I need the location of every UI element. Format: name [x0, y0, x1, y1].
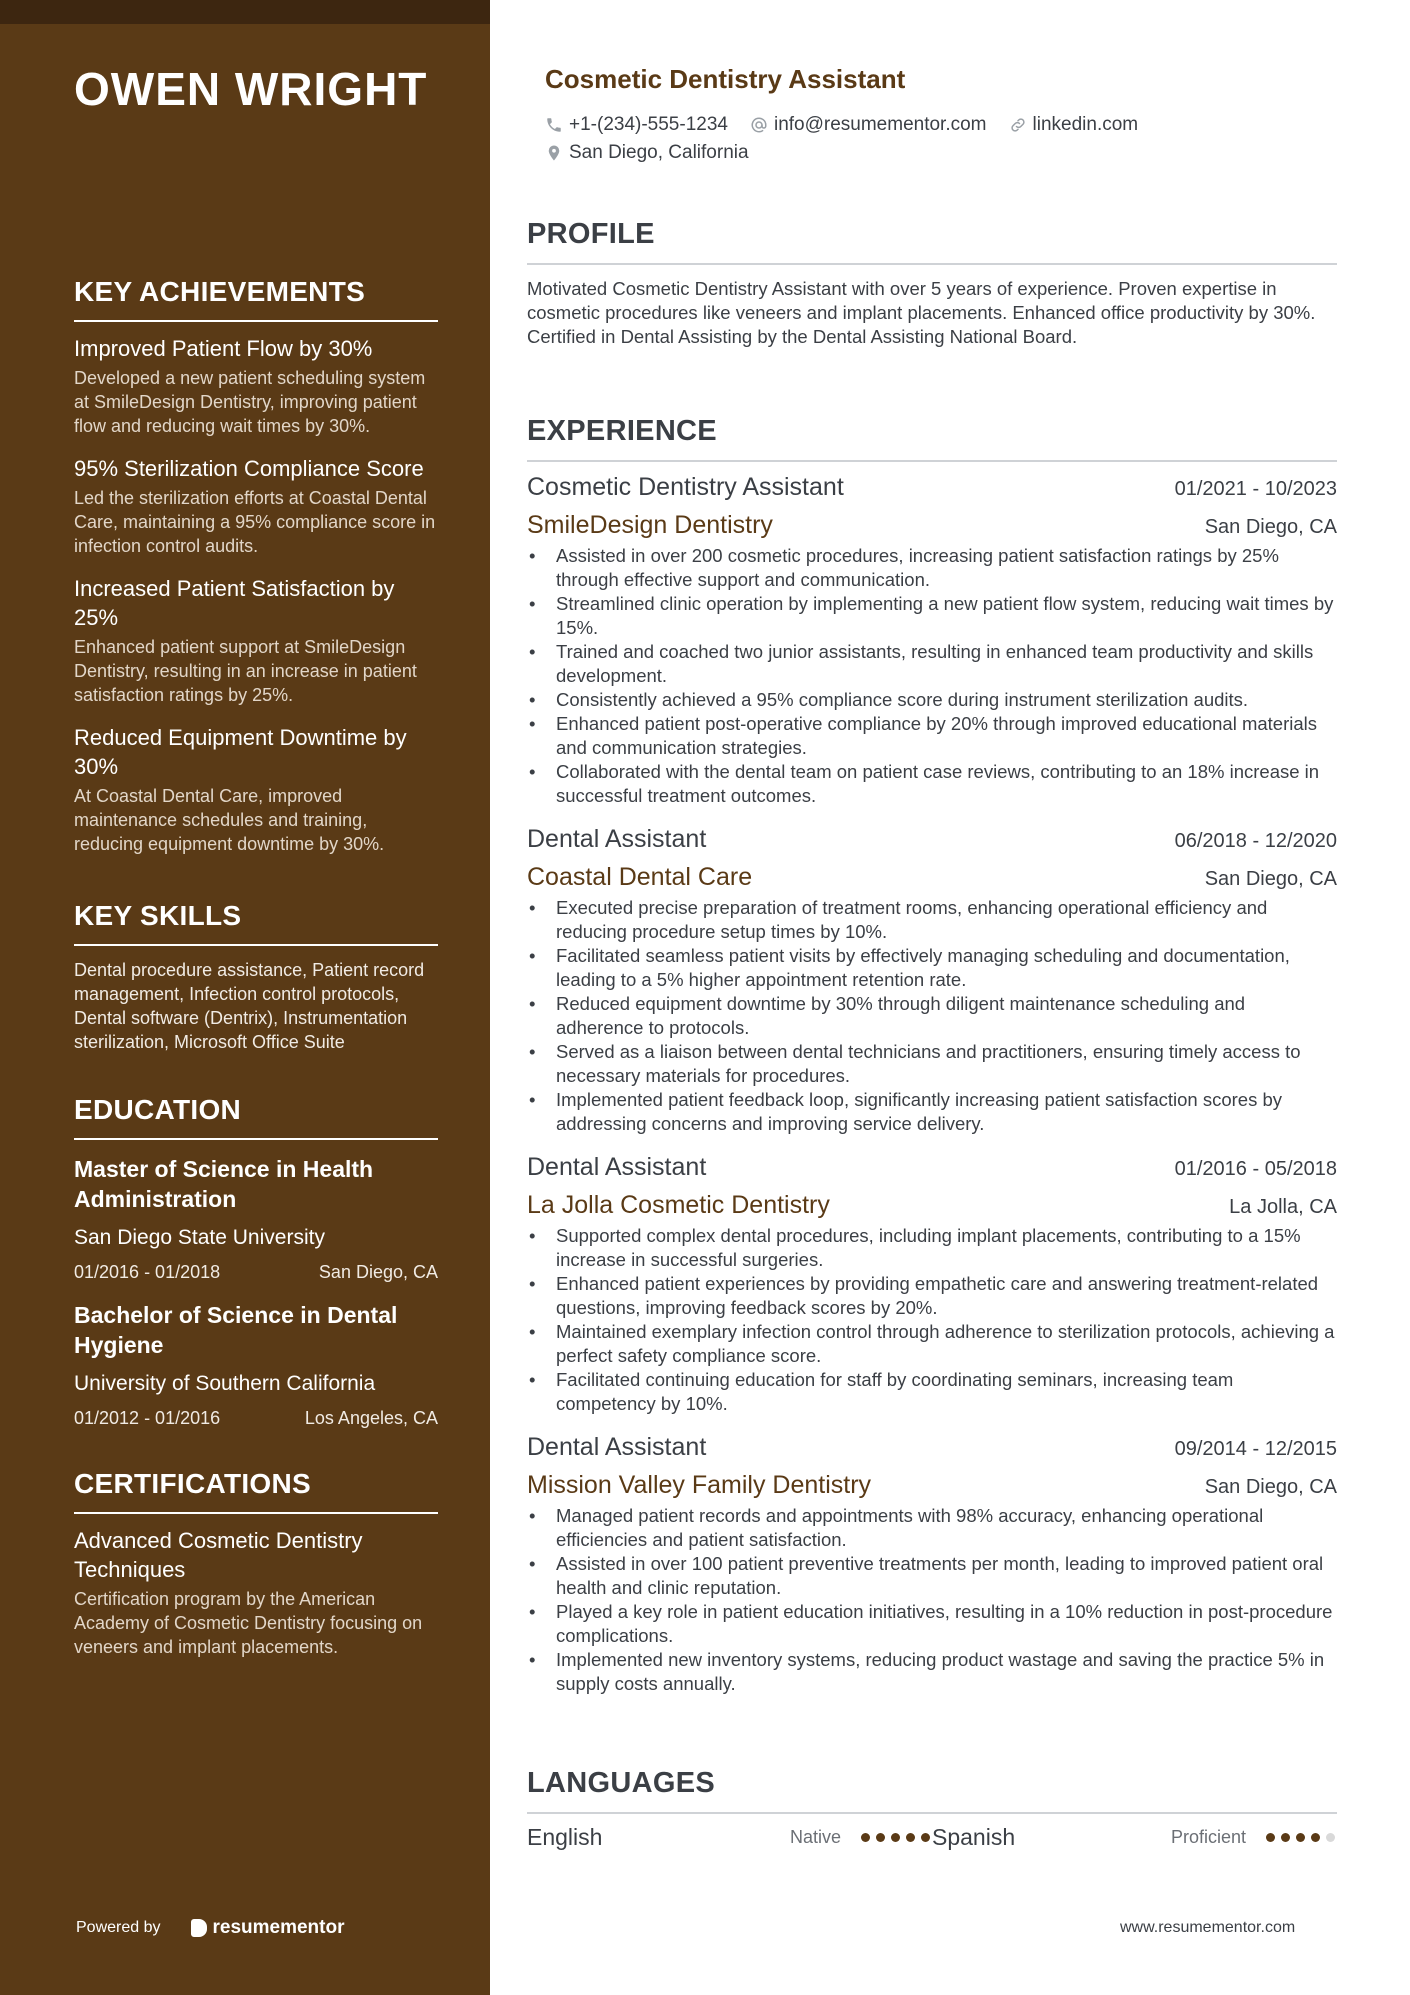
education-item — [74, 1300, 438, 1430]
candidate-name: OWEN WRIGHT — [74, 63, 428, 115]
achievement-item — [74, 723, 438, 856]
job-bullets — [527, 544, 1337, 808]
bullet-item: • Implemented new inventory systems, reducing product wastage and saving the practice 5% in supply costs annually. — [527, 1648, 1337, 1696]
education-location: Los Angeles, CA — [304, 1408, 438, 1428]
language-name: Spanish — [932, 1824, 1016, 1850]
language-item — [527, 1824, 932, 1851]
job-entry — [527, 822, 1337, 1136]
job-headline: Cosmetic Dentistry Assistant — [545, 64, 906, 94]
experience-heading: EXPERIENCE — [527, 415, 1337, 462]
profile-text: Motivated Cosmetic Dentistry Assistant with over 5 years of experience. Proven expertise in cosmetic procedures like veneers and implant placements. Enhanced office productivity by 30%. Certified in Dental Assisting by the Dental Assisting National Board. — [527, 278, 1316, 347]
education-school: University of Southern California — [74, 1372, 376, 1395]
language-rating — [1266, 1833, 1335, 1842]
bullet-item: • Trained and coached two junior assistants, resulting in enhanced team productivity and skills development. — [527, 640, 1337, 688]
sidebar — [0, 0, 490, 1995]
rating-dot-filled — [906, 1833, 915, 1842]
bullet-item: • Facilitated seamless patient visits by effectively managing scheduling and documentation, leading to a 5% higher appointment retention rate. — [527, 944, 1337, 992]
job-dates: 09/2014 - 12/2015 — [1174, 1438, 1337, 1460]
link-icon — [1009, 116, 1027, 134]
phone-text: +1-(234)-555-1234 — [569, 114, 728, 135]
job-location: San Diego, CA — [1204, 868, 1337, 890]
brand-logo[interactable] — [191, 1917, 345, 1939]
education-location: San Diego, CA — [318, 1262, 438, 1282]
job-company: Mission Valley Family Dentistry — [527, 1471, 872, 1499]
bullet-item: • Enhanced patient post-operative compliance by 20% through improved educational materials and communication strategies. — [527, 712, 1337, 760]
rating-dot-filled — [1311, 1833, 1320, 1842]
bullet-item: • Assisted in over 200 cosmetic procedures, increasing patient satisfaction ratings by 25% through effective support and communication. — [527, 544, 1337, 592]
rating-dot-filled — [1296, 1833, 1305, 1842]
education-item — [74, 1154, 438, 1284]
languages-section — [527, 1767, 1337, 1851]
bullet-item: • Consistently achieved a 95% compliance score during instrument sterilization audits. — [527, 688, 1337, 712]
bullet-item: • Streamlined clinic operation by implementing a new patient flow system, reducing wait times by 15%. — [527, 592, 1337, 640]
language-item — [932, 1824, 1337, 1851]
job-location: San Diego, CA — [1204, 1476, 1337, 1498]
job-dates: 06/2018 - 12/2020 — [1174, 830, 1337, 852]
education-section — [74, 1094, 438, 1430]
job-entry — [527, 1150, 1337, 1416]
achievement-title: Improved Patient Flow by 30% — [74, 336, 373, 361]
achievements-heading: KEY ACHIEVEMENTS — [74, 276, 438, 322]
email-text: info@resumementor.com — [773, 114, 987, 135]
skills-heading: KEY SKILLS — [74, 900, 438, 946]
rating-dot-empty — [1326, 1833, 1335, 1842]
bullet-item: • Served as a liaison between dental technicians and practitioners, ensuring timely access to necessary materials for procedures. — [527, 1040, 1337, 1088]
job-location: San Diego, CA — [1204, 516, 1337, 538]
contact-info — [545, 112, 1315, 168]
skills-list: Dental procedure assistance, Patient record management, Infection control protocols, Dental software (Dentrix), Instrumentation sterilization, Microsoft Office Suite — [74, 960, 425, 1052]
language-level: Native — [789, 1827, 841, 1847]
job-location: La Jolla, CA — [1229, 1196, 1337, 1218]
bullet-item: • Played a key role in patient education initiatives, resulting in a 10% reduction in post-procedure complications. — [527, 1600, 1337, 1648]
achievement-desc: Developed a new patient scheduling system at SmileDesign Dentistry, improving patient flow and reducing wait times by 30%. — [74, 368, 426, 436]
education-school: San Diego State University — [74, 1226, 325, 1249]
achievement-item — [74, 454, 438, 558]
language-level: Proficient — [1170, 1827, 1246, 1847]
certification-desc: Certification program by the American Academy of Cosmetic Dentistry focusing on veneers and implant placements. — [74, 1589, 423, 1657]
education-degree: Master of Science in Health Administration — [74, 1156, 374, 1212]
phone-icon — [545, 116, 563, 134]
job-dates: 01/2016 - 05/2018 — [1174, 1158, 1337, 1180]
bullet-item: • Supported complex dental procedures, including implant placements, contributing to a 15% increase in successful surgeries. — [527, 1224, 1337, 1272]
location-pin-icon — [545, 144, 563, 162]
rating-dot-filled — [861, 1833, 870, 1842]
language-name: English — [527, 1824, 603, 1850]
job-company: SmileDesign Dentistry — [527, 511, 773, 539]
achievement-desc: Led the sterilization efforts at Coastal Dental Care, maintaining a 95% compliance score in infection control audits. — [74, 488, 436, 556]
bullet-item: • Enhanced patient experiences by providing empathetic care and answering treatment-related questions, improving feedback scores by 20%. — [527, 1272, 1337, 1320]
job-bullets — [527, 1224, 1337, 1416]
achievement-item — [74, 574, 438, 707]
rating-dot-filled — [1266, 1833, 1275, 1842]
certifications-heading: CERTIFICATIONS — [74, 1468, 438, 1514]
experience-section — [527, 415, 1337, 1696]
bullet-item: • Executed precise preparation of treatment rooms, enhancing operational efficiency and reducing procedure setup times by 10%. — [527, 896, 1337, 944]
achievement-desc: Enhanced patient support at SmileDesign Dentistry, resulting in an increase in patient satisfaction ratings by 25%. — [74, 637, 417, 705]
job-title: Cosmetic Dentistry Assistant — [527, 473, 844, 501]
job-title: Dental Assistant — [527, 1433, 707, 1461]
job-title: Dental Assistant — [527, 825, 707, 853]
profile-section — [527, 218, 1337, 349]
powered-by-label: Powered by — [76, 1919, 161, 1936]
footer-url[interactable]: www.resumementor.com — [1120, 1919, 1296, 1936]
education-dates: 01/2016 - 01/2018 — [74, 1262, 221, 1282]
certification-title: Advanced Cosmetic Dentistry Techniques — [74, 1528, 363, 1582]
bullet-item: • Collaborated with the dental team on patient case reviews, contributing to an 18% increase in successful treatment outcomes. — [527, 760, 1337, 808]
achievement-title: Increased Patient Satisfaction by 25% — [74, 576, 395, 630]
contact-phone[interactable] — [545, 112, 728, 138]
contact-email[interactable] — [750, 112, 987, 138]
rating-dot-filled — [876, 1833, 885, 1842]
brand-name: resumementor — [212, 1917, 345, 1938]
location-text: San Diego, California — [569, 142, 749, 163]
certifications-section — [74, 1468, 438, 1659]
profile-heading: PROFILE — [527, 218, 1337, 265]
bullet-item: • Assisted in over 100 patient preventive treatments per month, leading to improved patient oral health and clinic reputation. — [527, 1552, 1337, 1600]
education-degree: Bachelor of Science in Dental Hygiene — [74, 1302, 398, 1358]
sidebar-top-bar — [0, 0, 490, 24]
rating-dot-filled — [1281, 1833, 1290, 1842]
job-title: Dental Assistant — [527, 1153, 707, 1181]
bullet-item: • Implemented patient feedback loop, significantly increasing patient satisfaction scores by addressing concerns and improving service delivery. — [527, 1088, 1337, 1136]
language-rating — [861, 1833, 930, 1842]
achievement-item — [74, 334, 438, 438]
achievement-title: Reduced Equipment Downtime by 30% — [74, 725, 407, 779]
linkedin-text: linkedin.com — [1032, 114, 1139, 135]
job-bullets — [527, 1504, 1337, 1696]
bullet-item: • Facilitated continuing education for staff by coordinating seminars, increasing team competency by 10%. — [527, 1368, 1337, 1416]
achievement-desc: At Coastal Dental Care, improved maintenance schedules and training, reducing equipment downtime by 30%. — [74, 786, 385, 854]
job-bullets — [527, 896, 1337, 1136]
achievements-section — [74, 276, 438, 856]
bullet-item: • Managed patient records and appointments with 98% accuracy, enhancing operational efficiencies and patient satisfaction. — [527, 1504, 1337, 1552]
education-heading: EDUCATION — [74, 1094, 438, 1140]
powered-by — [76, 1917, 345, 1939]
job-dates: 01/2021 - 10/2023 — [1174, 478, 1337, 500]
achievement-title: 95% Sterilization Compliance Score — [74, 456, 424, 481]
at-icon — [750, 116, 768, 134]
job-entry — [527, 1430, 1337, 1696]
rating-dot-filled — [891, 1833, 900, 1842]
bullet-item: • Maintained exemplary infection control through adherence to sterilization protocols, achieving a perfect safety compliance score. — [527, 1320, 1337, 1368]
job-company: La Jolla Cosmetic Dentistry — [527, 1191, 830, 1219]
brand-logo-icon — [191, 1919, 207, 1937]
skills-section — [74, 900, 438, 1054]
education-dates: 01/2012 - 01/2016 — [74, 1408, 221, 1428]
rating-dot-filled — [921, 1833, 930, 1842]
job-entry — [527, 470, 1337, 808]
certification-item — [74, 1526, 438, 1659]
contact-linkedin[interactable] — [1009, 112, 1139, 138]
bullet-item: • Reduced equipment downtime by 30% through diligent maintenance scheduling and adherence to protocols. — [527, 992, 1337, 1040]
contact-location — [545, 140, 749, 166]
job-company: Coastal Dental Care — [527, 863, 753, 891]
languages-heading: LANGUAGES — [527, 1767, 1337, 1814]
